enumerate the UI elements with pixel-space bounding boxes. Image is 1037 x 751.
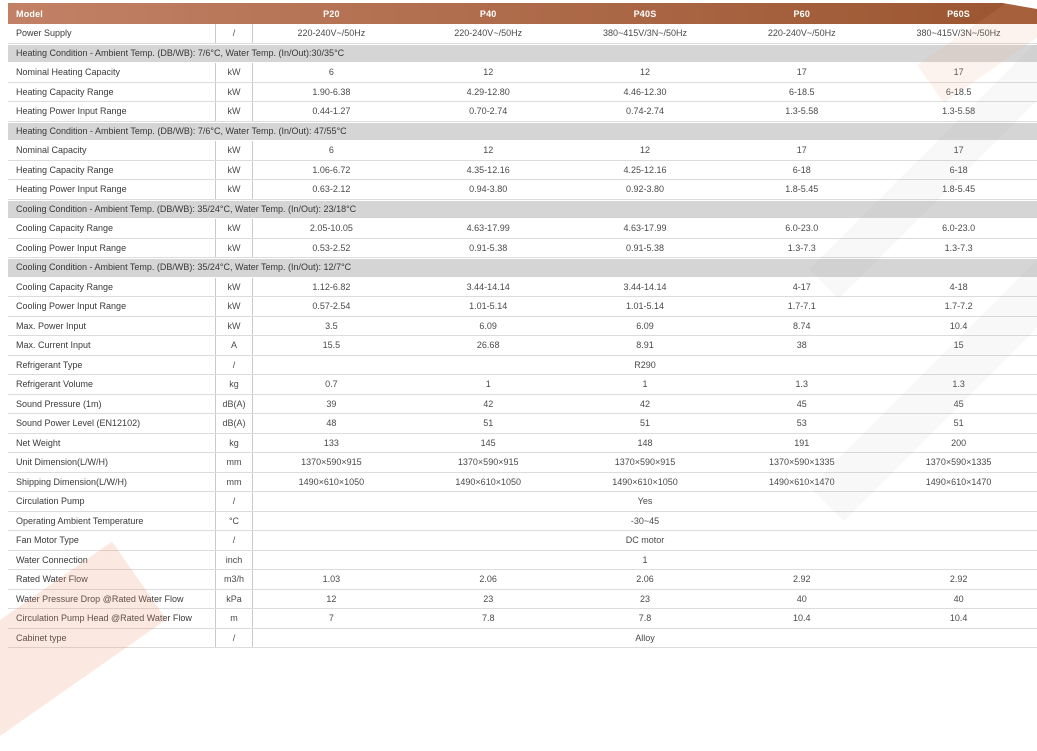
spec-value-p60: 1.3-5.58 [785, 106, 819, 117]
spec-label: Refrigerant Type [16, 359, 83, 370]
spec-value-p60: 1490×610×1470 [769, 476, 835, 487]
spec-label: Nominal Heating Capacity [16, 67, 121, 78]
spec-value-p40: 220-240V~/50Hz [454, 28, 523, 39]
table-body [8, 24, 1037, 648]
spec-value-p60: 1370×590×1335 [769, 457, 835, 468]
spec-value-p60: 1.8-5.45 [785, 184, 819, 195]
spec-value-p20: 7 [328, 613, 334, 624]
spec-value-p60: 6-18.5 [789, 86, 815, 97]
spec-value-p20: 0.53-2.52 [312, 242, 351, 253]
spec-value-p40: 6.09 [479, 320, 497, 331]
spec-value-p60: 17 [796, 67, 807, 78]
spec-row [8, 453, 1037, 473]
spec-value-p60s: 6-18 [949, 164, 968, 175]
spec-value-p60s: 6-18.5 [945, 86, 972, 97]
spec-label: Heating Power Input Range [16, 106, 127, 117]
spec-label: Power Supply [16, 28, 72, 39]
spec-value-p60s: 380~415V/3N~/50Hz [916, 28, 1001, 39]
spec-value-p60: 220-240V~/50Hz [767, 28, 836, 39]
spec-label: Max. Current Input [16, 340, 91, 351]
spec-value-p20: 1.03 [322, 574, 341, 585]
spec-row [8, 609, 1037, 629]
spec-label: Cooling Capacity Range [16, 281, 114, 292]
spec-value-p60: 10.4 [793, 613, 811, 624]
spec-value-p40: 1 [485, 379, 491, 390]
spec-value-p60: 4-17 [792, 281, 811, 292]
spec-value-p20: 220-240V~/50Hz [297, 28, 366, 39]
spec-label: Sound Power Level (EN12102) [16, 418, 141, 429]
spec-unit: inch [215, 551, 253, 570]
spec-unit: / [215, 531, 253, 550]
spec-unit: kPa [215, 590, 253, 609]
spec-value-p20: 1490×610×1050 [298, 476, 365, 487]
spec-value-p60s: 1.7-7.2 [944, 301, 973, 312]
spec-unit: kW [215, 63, 253, 82]
spec-value-p60s: 10.4 [949, 320, 968, 331]
spec-row [8, 590, 1037, 610]
spec-value-p60: 38 [796, 340, 807, 351]
spec-value-p40: 1.01-5.14 [469, 301, 508, 312]
spec-value-p40: 4.35-12.16 [466, 164, 510, 175]
spec-row [8, 414, 1037, 434]
spec-value-p20: 2.05-10.05 [309, 223, 353, 234]
spec-value-p40: 42 [483, 398, 494, 409]
spec-label: Cooling Power Input Range [16, 301, 127, 312]
spec-value-p60s: 17 [953, 145, 964, 156]
spec-row [8, 512, 1037, 532]
spec-value-p20: 133 [323, 437, 339, 448]
spec-value-p20: 48 [326, 418, 337, 429]
spec-unit: / [215, 24, 253, 43]
spec-value-p40: 0.91-5.38 [469, 242, 508, 253]
spec-label: Unit Dimension(L/W/H) [16, 457, 109, 468]
spec-value-p60s: 15 [953, 340, 964, 351]
spec-row [8, 83, 1037, 103]
model-column-p20: P20 [323, 8, 340, 19]
spec-value-p40: 23 [483, 593, 494, 604]
model-header-label: Model [16, 8, 43, 19]
spec-unit: kW [215, 180, 253, 199]
spec-row [8, 629, 1037, 649]
spec-value-p20: 1.12-6.82 [312, 281, 351, 292]
spec-unit: kW [215, 297, 253, 316]
spec-value-p40: 0.94-3.80 [469, 184, 508, 195]
spec-row [8, 336, 1037, 356]
spec-value-p60s: 17 [953, 67, 964, 78]
spec-label: Heating Capacity Range [16, 164, 114, 175]
spec-value-p40: 145 [480, 437, 496, 448]
spec-value-p20: 12 [326, 593, 337, 604]
spec-value-p40: 26.68 [476, 340, 500, 351]
spec-row [8, 492, 1037, 512]
spec-value-p40s: 4.25-12.16 [623, 164, 667, 175]
spec-value-p40: 1370×590×915 [457, 457, 519, 468]
spec-row [8, 180, 1037, 200]
specification-table [8, 3, 1037, 648]
spec-label: Sound Pressure (1m) [16, 398, 102, 409]
spec-value-merged: 1 [642, 554, 648, 565]
condition-section-row: Cooling Condition - Ambient Temp. (DB/WB): 35/24°C, Water Temp. (In/Out): 12/7°C [8, 258, 1037, 278]
spec-unit: kg [215, 375, 253, 394]
spec-row [8, 278, 1037, 298]
spec-value-p40s: 1370×590×915 [614, 457, 676, 468]
spec-value-p40s: 3.44-14.14 [623, 281, 667, 292]
spec-value-p60s: 2.92 [949, 574, 968, 585]
spec-value-p60s: 200 [951, 437, 967, 448]
spec-row [8, 570, 1037, 590]
spec-value-p40s: 8.91 [636, 340, 654, 351]
spec-row [8, 531, 1037, 551]
model-column-p40s: P40S [633, 8, 657, 19]
spec-value-p60s: 1490×610×1470 [925, 476, 992, 487]
spec-value-p60s: 1.3 [952, 379, 965, 390]
spec-value-p20: 1.06-6.72 [312, 164, 351, 175]
spec-unit: kW [215, 161, 253, 180]
spec-label: Water Connection [16, 554, 88, 565]
spec-unit: dB(A) [215, 395, 253, 414]
spec-value-p40: 12 [483, 145, 494, 156]
spec-unit: °C [215, 512, 253, 531]
spec-unit: m3/h [215, 570, 253, 589]
spec-unit: kg [215, 434, 253, 453]
spec-value-p60s: 40 [953, 593, 964, 604]
spec-value-p40s: 0.74-2.74 [625, 106, 664, 117]
spec-value-p60: 1.3 [795, 379, 809, 390]
spec-value-p60: 191 [794, 437, 810, 448]
spec-value-merged: -30~45 [630, 515, 660, 526]
spec-value-merged: R290 [634, 359, 656, 370]
condition-section-row: Heating Condition - Ambient Temp. (DB/WB): 7/6°C, Water Temp. (In/Out):30/35°C [8, 44, 1037, 64]
spec-value-p60s: 1.3-5.58 [942, 106, 976, 117]
spec-value-p40s: 380~415V/3N~/50Hz [602, 28, 688, 39]
table-header-row [8, 3, 1037, 24]
spec-row [8, 375, 1037, 395]
spec-value-p40: 7.8 [481, 613, 495, 624]
spec-value-p40s: 12 [639, 67, 650, 78]
spec-label: Rated Water Flow [16, 574, 88, 585]
spec-unit: dB(A) [215, 414, 253, 433]
spec-label: Net Weight [16, 437, 61, 448]
spec-value-p40s: 7.8 [638, 613, 652, 624]
spec-value-p60: 2.92 [793, 574, 811, 585]
spec-row [8, 102, 1037, 122]
spec-value-p60s: 6.0-23.0 [942, 223, 976, 234]
spec-value-p60s: 45 [953, 398, 964, 409]
spec-value-p40s: 1490×610×1050 [612, 476, 678, 487]
spec-value-p40: 51 [483, 418, 494, 429]
spec-value-p20: 0.44-1.27 [312, 106, 351, 117]
spec-label: Max. Power Input [16, 320, 87, 331]
spec-value-merged: Yes [637, 496, 653, 507]
spec-row [8, 551, 1037, 571]
spec-label: Nominal Capacity [16, 145, 87, 156]
spec-value-p40: 2.06 [479, 574, 497, 585]
spec-unit: mm [215, 453, 253, 472]
spec-value-p40: 0.70-2.74 [469, 106, 508, 117]
spec-row [8, 24, 1037, 44]
spec-value-p40s: 12 [639, 145, 650, 156]
spec-value-p40s: 51 [639, 418, 650, 429]
spec-unit: kW [215, 278, 253, 297]
spec-label: Circulation Pump Head @Rated Water Flow [16, 613, 192, 624]
spec-value-merged: DC motor [625, 535, 665, 546]
page-bottom-margin [0, 650, 1037, 666]
spec-value-p20: 1370×590×915 [301, 457, 362, 468]
spec-value-p60s: 1370×590×1335 [925, 457, 992, 468]
spec-value-p60s: 4-18 [949, 281, 968, 292]
spec-label: Heating Capacity Range [16, 86, 114, 97]
spec-unit: kW [215, 141, 253, 160]
spec-value-p40s: 2.06 [636, 574, 654, 585]
spec-label: Cooling Capacity Range [16, 223, 114, 234]
spec-label: Cabinet type [16, 632, 67, 643]
spec-value-p60: 45 [796, 398, 807, 409]
spec-row [8, 297, 1037, 317]
spec-value-p20: 15.5 [322, 340, 341, 351]
spec-value-p60s: 51 [953, 418, 964, 429]
spec-value-p40s: 148 [637, 437, 653, 448]
spec-value-p20: 6 [328, 67, 334, 78]
spec-unit: A [215, 336, 253, 355]
spec-value-p20: 0.7 [325, 379, 338, 390]
spec-value-p40s: 1 [642, 379, 648, 390]
spec-value-p60: 6.0-23.0 [785, 223, 819, 234]
spec-row [8, 356, 1037, 376]
model-column-p60s: P60S [947, 8, 970, 19]
spec-value-p40s: 0.92-3.80 [625, 184, 664, 195]
spec-unit: kW [215, 317, 253, 336]
spec-value-p40s: 4.63-17.99 [623, 223, 667, 234]
spec-value-p60s: 10.4 [949, 613, 968, 624]
spec-value-p40s: 4.46-12.30 [623, 86, 667, 97]
spec-value-p40: 12 [483, 67, 494, 78]
spec-value-p60: 1.7-7.1 [787, 301, 816, 312]
spec-unit: / [215, 356, 253, 375]
spec-value-p60: 8.74 [793, 320, 811, 331]
spec-row [8, 395, 1037, 415]
spec-row [8, 317, 1037, 337]
spec-value-p40s: 23 [639, 593, 650, 604]
spec-unit: kW [215, 102, 253, 121]
spec-row [8, 473, 1037, 493]
spec-value-p60: 53 [796, 418, 807, 429]
spec-value-p40s: 0.91-5.38 [625, 242, 664, 253]
spec-unit: kW [215, 219, 253, 238]
condition-section-row: Cooling Condition - Ambient Temp. (DB/WB): 35/24°C, Water Temp. (In/Out): 23/18°C [8, 200, 1037, 220]
spec-value-p60s: 1.8-5.45 [942, 184, 976, 195]
spec-unit: / [215, 492, 253, 511]
spec-unit: mm [215, 473, 253, 492]
spec-label: Fan Motor Type [16, 535, 79, 546]
spec-row [8, 141, 1037, 161]
spec-row [8, 434, 1037, 454]
spec-value-p60: 40 [796, 593, 807, 604]
spec-value-p60: 17 [796, 145, 807, 156]
spec-unit: / [215, 629, 253, 648]
spec-value-p20: 3.5 [325, 320, 338, 331]
spec-label: Refrigerant Volume [16, 379, 94, 390]
spec-value-p40: 1490×610×1050 [455, 476, 521, 487]
spec-label: Heating Power Input Range [16, 184, 127, 195]
spec-label: Operating Ambient Temperature [16, 515, 144, 526]
spec-value-p40s: 1.01-5.14 [625, 301, 664, 312]
spec-value-merged: Alloy [635, 632, 655, 643]
spec-value-p60: 6-18 [792, 164, 811, 175]
spec-value-p40s: 42 [639, 398, 650, 409]
spec-row [8, 239, 1037, 259]
spec-row [8, 219, 1037, 239]
spec-label: Cooling Power Input Range [16, 242, 127, 253]
spec-unit: m [215, 609, 253, 628]
spec-value-p20: 6 [328, 145, 334, 156]
spec-row [8, 161, 1037, 181]
model-column-p60: P60 [793, 8, 811, 19]
spec-value-p20: 0.57-2.54 [312, 301, 351, 312]
spec-value-p20: 39 [326, 398, 337, 409]
spec-label: Shipping Dimension(L/W/H) [16, 476, 128, 487]
spec-unit: kW [215, 239, 253, 258]
spec-value-p40s: 6.09 [636, 320, 654, 331]
spec-value-p40: 3.44-14.14 [466, 281, 510, 292]
spec-value-p40: 4.29-12.80 [466, 86, 510, 97]
spec-value-p20: 1.90-6.38 [312, 86, 351, 97]
spec-value-p40: 4.63-17.99 [466, 223, 510, 234]
condition-section-row: Heating Condition - Ambient Temp. (DB/WB): 7/6°C, Water Temp. (In/Out): 47/55°C [8, 122, 1037, 142]
spec-row [8, 63, 1037, 83]
spec-value-p60s: 1.3-7.3 [944, 242, 973, 253]
spec-unit: kW [215, 83, 253, 102]
model-column-p40: P40 [479, 8, 497, 19]
spec-label: Water Pressure Drop @Rated Water Flow [16, 593, 184, 604]
spec-label: Circulation Pump [16, 496, 85, 507]
spec-value-p60: 1.3-7.3 [787, 242, 816, 253]
spec-value-p20: 0.63-2.12 [312, 184, 351, 195]
